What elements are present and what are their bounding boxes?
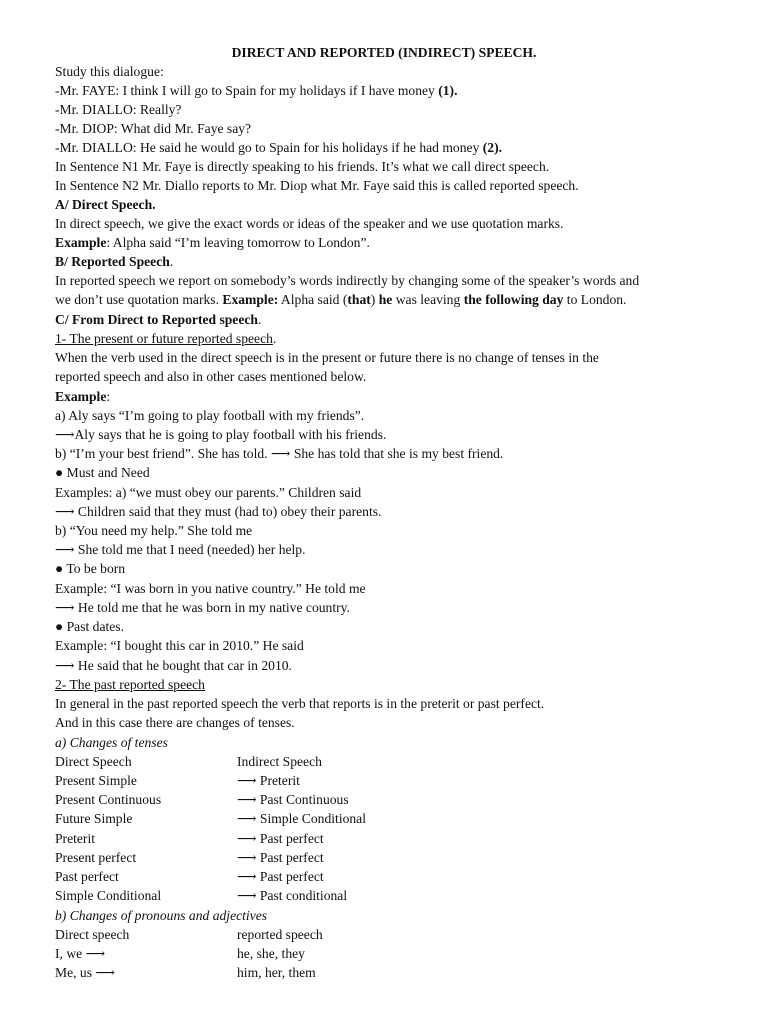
table-cell: he, she, they — [237, 946, 305, 961]
document-title: DIRECT AND REPORTED (INDIRECT) SPEECH. — [231, 45, 537, 60]
heading-suffix: . — [272, 331, 277, 346]
section-b-body: In reported speech we report on somebody’s words indirectly by changing some of the speaker’s words and — [55, 273, 640, 288]
section-c-heading — [55, 311, 261, 328]
body-text: ) — [370, 292, 379, 307]
subsection-1-body: When the verb used in the direct speech is in the present or future there is no change of tenses in the — [55, 350, 599, 365]
dialogue-text: -Mr. DIALLO: Really? — [55, 102, 182, 117]
example-label: Example: — [222, 292, 279, 307]
table-row: Me, us ⟶ — [55, 965, 115, 980]
table-cell: him, her, them — [237, 965, 316, 980]
body-text: to London. — [563, 292, 627, 307]
dialogue-text: -Mr. DIOP: What did Mr. Faye say? — [55, 121, 252, 136]
section-a-example — [55, 234, 370, 251]
example-line: ⟶Aly says that he is going to play football with his friends. — [55, 427, 387, 442]
table-row: Future Simple — [55, 811, 133, 826]
sentence-note: In Sentence N2 Mr. Diallo reports to Mr. Diop what Mr. Faye said this is called reported speech. — [55, 178, 579, 193]
example-heading — [55, 388, 110, 405]
table-cell: ⟶ Past perfect — [237, 850, 324, 865]
dialogue-number: (1). — [438, 83, 458, 98]
tenses-heading: a) Changes of tenses — [55, 735, 168, 750]
bold-word: he — [378, 292, 393, 307]
table-header-cell: reported speech — [237, 927, 323, 942]
bullet-line: ⟶ He told me that he was born in my native country. — [55, 600, 350, 615]
bullet-line: b) “You need my help.” She told me — [55, 523, 253, 538]
table-cell: ⟶ Past perfect — [237, 831, 324, 846]
section-c-heading-text: C/ From Direct to Reported speech — [55, 312, 258, 327]
dialogue-line — [55, 82, 457, 99]
body-text: Alpha said ( — [278, 292, 348, 307]
section-b-body — [55, 291, 626, 308]
bullet-line: Examples: a) “we must obey our parents.” Children said — [55, 485, 362, 500]
subsection-1-body: reported speech and also in other cases mentioned below. — [55, 369, 367, 384]
table-row: Present Continuous — [55, 792, 162, 807]
pronouns-heading: b) Changes of pronouns and adjectives — [55, 908, 268, 923]
table-row: Present Simple — [55, 773, 137, 788]
table-cell: ⟶ Past perfect — [237, 869, 324, 884]
table-header-cell: Direct speech — [55, 927, 130, 942]
subsection-1-heading — [55, 330, 276, 347]
dialogue-line — [55, 120, 251, 137]
intro-line: Study this dialogue: — [55, 64, 164, 79]
subsection-2-body: In general in the past reported speech the verb that reports is in the preterit or past perfect. — [55, 696, 545, 711]
table-row: I, we ⟶ — [55, 946, 106, 961]
example-line: b) “I’m your best friend”. She has told. ⟶ She has told that she is my best friend. — [55, 446, 504, 461]
table-row: Preterit — [55, 831, 96, 846]
section-b-heading — [55, 253, 173, 270]
heading-suffix: . — [169, 254, 174, 269]
table-cell: ⟶ Simple Conditional — [237, 811, 366, 826]
section-b-heading-text: B/ Reported Speech — [55, 254, 170, 269]
dialogue-line — [55, 101, 181, 118]
bullet-line: Example: “I bought this car in 2010.” He said — [55, 638, 304, 653]
table-row: Present perfect — [55, 850, 137, 865]
bullet-heading: ● To be born — [55, 561, 126, 576]
bold-word: that — [347, 292, 371, 307]
bullet-line: Example: “I was born in you native country.” He told me — [55, 581, 366, 596]
bold-phrase: the following day — [463, 292, 564, 307]
table-header-row — [55, 753, 132, 770]
dialogue-number: (2). — [482, 140, 503, 155]
bullet-heading: ● Past dates. — [55, 619, 124, 634]
example-suffix: : — [106, 389, 111, 404]
sentence-note: In Sentence N1 Mr. Faye is directly speaking to his friends. It’s what we call direct speech. — [55, 159, 550, 174]
table-cell: ⟶ Past Continuous — [237, 792, 349, 807]
subsection-1-title: 1- The present or future reported speech — [55, 331, 273, 346]
body-text: was leaving — [392, 292, 464, 307]
dialogue-text: -Mr. DIALLO: He said he would go to Spain for his holidays if he had money — [55, 140, 483, 155]
subsection-2-body: And in this case there are changes of tenses. — [55, 715, 295, 730]
table-header-cell: Indirect Speech — [237, 754, 322, 769]
dialogue-line — [55, 139, 502, 156]
section-a-heading: A/ Direct Speech. — [55, 197, 156, 212]
heading-suffix: . — [257, 312, 262, 327]
bullet-heading: ● Must and Need — [55, 465, 150, 480]
example-label: Example — [55, 235, 107, 250]
table-row: Past perfect — [55, 869, 119, 884]
example-label: Example — [55, 389, 107, 404]
table-header-cell: Direct Speech — [55, 754, 132, 769]
table-cell: ⟶ Past conditional — [237, 888, 348, 903]
table-row: Simple Conditional — [55, 888, 162, 903]
example-text: : Alpha said “I’m leaving tomorrow to London”. — [106, 235, 370, 250]
dialogue-text: -Mr. FAYE: I think I will go to Spain for my holidays if I have money — [55, 83, 439, 98]
subsection-2-heading: 2- The past reported speech — [55, 677, 205, 692]
example-line: a) Aly says “I’m going to play football with my friends”. — [55, 408, 365, 423]
bullet-line: ⟶ She told me that I need (needed) her help. — [55, 542, 306, 557]
section-a-body: In direct speech, we give the exact words or ideas of the speaker and we use quotation marks. — [55, 216, 564, 231]
bullet-line: ⟶ He said that he bought that car in 2010. — [55, 658, 292, 673]
body-text: we don’t use quotation marks. — [55, 292, 223, 307]
table-cell: ⟶ Preterit — [237, 773, 300, 788]
bullet-line: ⟶ Children said that they must (had to) obey their parents. — [55, 504, 382, 519]
